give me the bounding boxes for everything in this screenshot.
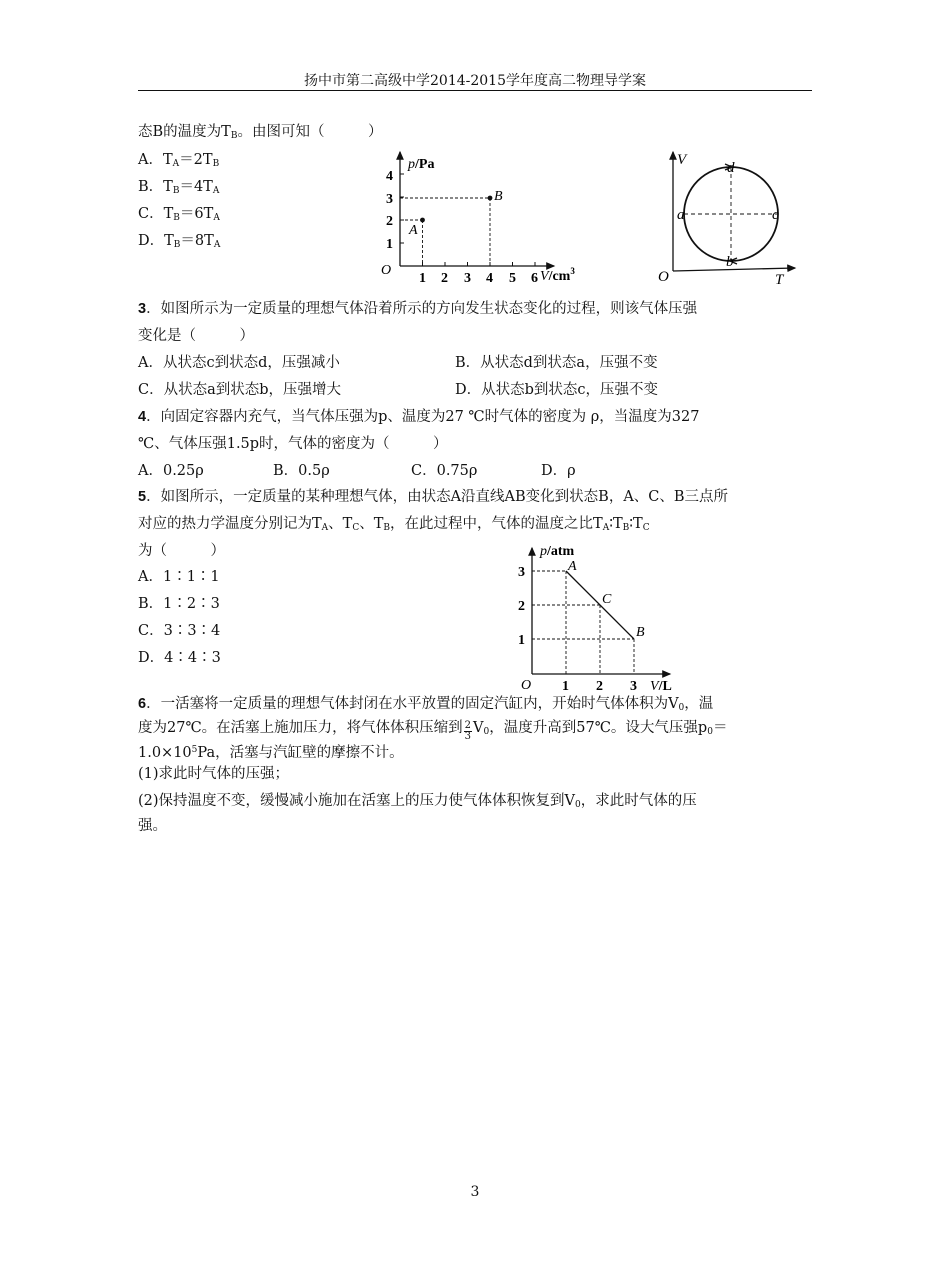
origin-label: O (521, 678, 532, 692)
q5-line3: 为（ ） (138, 543, 225, 559)
q3-number: 3 (138, 301, 147, 317)
gridlines (532, 571, 634, 674)
q5-option-c[interactable]: C．3∶3∶4 (138, 623, 221, 639)
label-a: a (677, 207, 685, 223)
header-rule (138, 90, 812, 91)
x-tick-label: 3 (464, 271, 471, 286)
y-tick-label: 1 (518, 633, 525, 648)
q4-line1: 4．向固定容器内充气，当气体压强为p、温度为27 ℃时气体的密度为 ρ，当温度为327 (138, 409, 700, 425)
q4-option-a[interactable]: A．0.25ρ (138, 463, 204, 479)
point-a-label: A (568, 559, 577, 574)
q5-line2: 对应的热力学温度分别记为$T_A$、$T_C$、$T_B$，在此过程中，气体的温度之比$T_A∶T_B∶T_C$ (138, 516, 650, 533)
v-axis-label: V (677, 152, 687, 168)
q4-number: 4 (138, 409, 147, 425)
q5-line1: 5．如图所示，一定质量的某种理想气体，由状态A沿直线AB变化到状态B，A、C、B三点所 (138, 489, 729, 505)
x-tick-label: 5 (509, 271, 516, 286)
y-tick-label: 2 (386, 214, 393, 229)
point-a-label: A (409, 223, 418, 238)
q2-stem-text: 态B的温度为T (138, 124, 231, 140)
x-tick-label: 6 (531, 271, 538, 286)
point-b (488, 196, 493, 201)
q2-option-d[interactable]: D．$T_B=8T_A$ (138, 233, 221, 250)
q6-line1: 6．一活塞将一定质量的理想气体封闭在水平放置的固定汽缸内，开始时气体体积为$V_0$，温 (138, 696, 714, 713)
q2-stem-text-b: 。由图可知（ ） (237, 124, 383, 140)
origin-label: O (658, 269, 669, 285)
q3-line1: 3．如图所示为一定质量的理想气体沿着所示的方向发生状态变化的过程，则该气体压强 (138, 301, 698, 317)
q4-option-d[interactable]: D．ρ (541, 463, 576, 479)
y-axis-label: p/Pa (408, 157, 435, 172)
y-tick-label: 2 (518, 599, 525, 614)
vt-circle-graph (655, 148, 805, 288)
y-tick-label: 1 (386, 237, 393, 252)
y-tick-label: 4 (386, 169, 393, 184)
q5-pv-graph (510, 540, 690, 692)
q2-option-b[interactable]: B．$T_B=4T_A$ (138, 179, 220, 196)
q2-option-c[interactable]: C．$T_B=6T_A$ (138, 206, 220, 223)
q2-option-a[interactable]: A．$T_A=2T_B$ (138, 152, 220, 169)
x-tick-label: 1 (419, 271, 426, 286)
y-tick-labels (386, 169, 393, 252)
q5-option-b[interactable]: B．1∶2∶3 (138, 596, 220, 612)
y-tick-label: 3 (518, 565, 525, 580)
t-axis-label: T (775, 272, 784, 288)
point-b-label: B (494, 189, 503, 204)
page-number: 3 (470, 1184, 480, 1200)
q3-option-a[interactable]: A．从状态c到状态d，压强减小 (138, 355, 340, 371)
q3-option-c[interactable]: C．从状态a到状态b，压强增大 (138, 382, 342, 398)
x-tick-labels (419, 271, 538, 286)
label-d: d (727, 160, 735, 176)
point-c-label: C (602, 592, 612, 607)
label-c: c (772, 207, 779, 223)
x-tick-label: 4 (486, 271, 493, 286)
q5-option-d[interactable]: D．4∶4∶3 (138, 650, 221, 666)
process-line-ab (566, 571, 634, 639)
q2-stem-tail (138, 122, 382, 146)
x-axis-label: V/L (650, 679, 672, 692)
q4-option-b[interactable]: B．0.5ρ (273, 463, 330, 479)
x-tick-label: 2 (596, 679, 603, 692)
t-axis (673, 268, 795, 271)
q4-line2: ℃、气体压强1.5p时，气体的密度为（ ） (138, 436, 448, 452)
x-axis-label: $V/cm^3$ (540, 266, 575, 284)
q2-pv-graph (380, 148, 600, 290)
q6-part2: (2)保持温度不变，缓慢减小施加在活塞上的压力使气体体积恢复到$V_0$，求此时气体的压 (138, 793, 697, 810)
q2-stem-sub: B (230, 131, 238, 141)
origin-label: O (381, 263, 392, 278)
q4-option-c[interactable]: C．0.75ρ (411, 463, 478, 479)
q6-part1: (1)求此时气体的压强； (138, 766, 290, 782)
x-tick-label: 1 (562, 679, 569, 692)
x-tick-label: 2 (441, 271, 448, 286)
label-b: b (726, 254, 734, 270)
fraction-two-thirds: $\frac{2}{3}$ (464, 720, 472, 742)
q6-part2-cont: 强。 (138, 818, 167, 834)
q3-line2: 变化是（ ） (138, 328, 254, 344)
y-tick-label: 3 (386, 192, 393, 207)
y-axis-label: p/atm (540, 544, 575, 559)
page-header: 扬中市第二高级中学2014-2015学年度高二物理导学案 (304, 73, 646, 89)
q5-number: 5 (138, 489, 147, 505)
q6-line2: 度为27℃。在活塞上施加压力，将气体体积压缩到 $\frac{2}{3}$ $V_0$，温度升高到57℃。设大气压强$p_0=$ (138, 720, 728, 742)
q5-option-a[interactable]: A．1∶1∶1 (138, 569, 220, 585)
q3-option-b[interactable]: B．从状态d到状态a，压强不变 (455, 355, 658, 371)
q6-line3: $1.0\times 10^5Pa$，活塞与汽缸壁的摩擦不计。 (138, 745, 404, 761)
x-tick-label: 3 (630, 679, 637, 692)
q6-number: 6 (138, 696, 147, 712)
point-a (420, 218, 425, 223)
point-b-label: B (636, 625, 645, 640)
q3-option-d[interactable]: D．从状态b到状态c，压强不变 (455, 382, 659, 398)
